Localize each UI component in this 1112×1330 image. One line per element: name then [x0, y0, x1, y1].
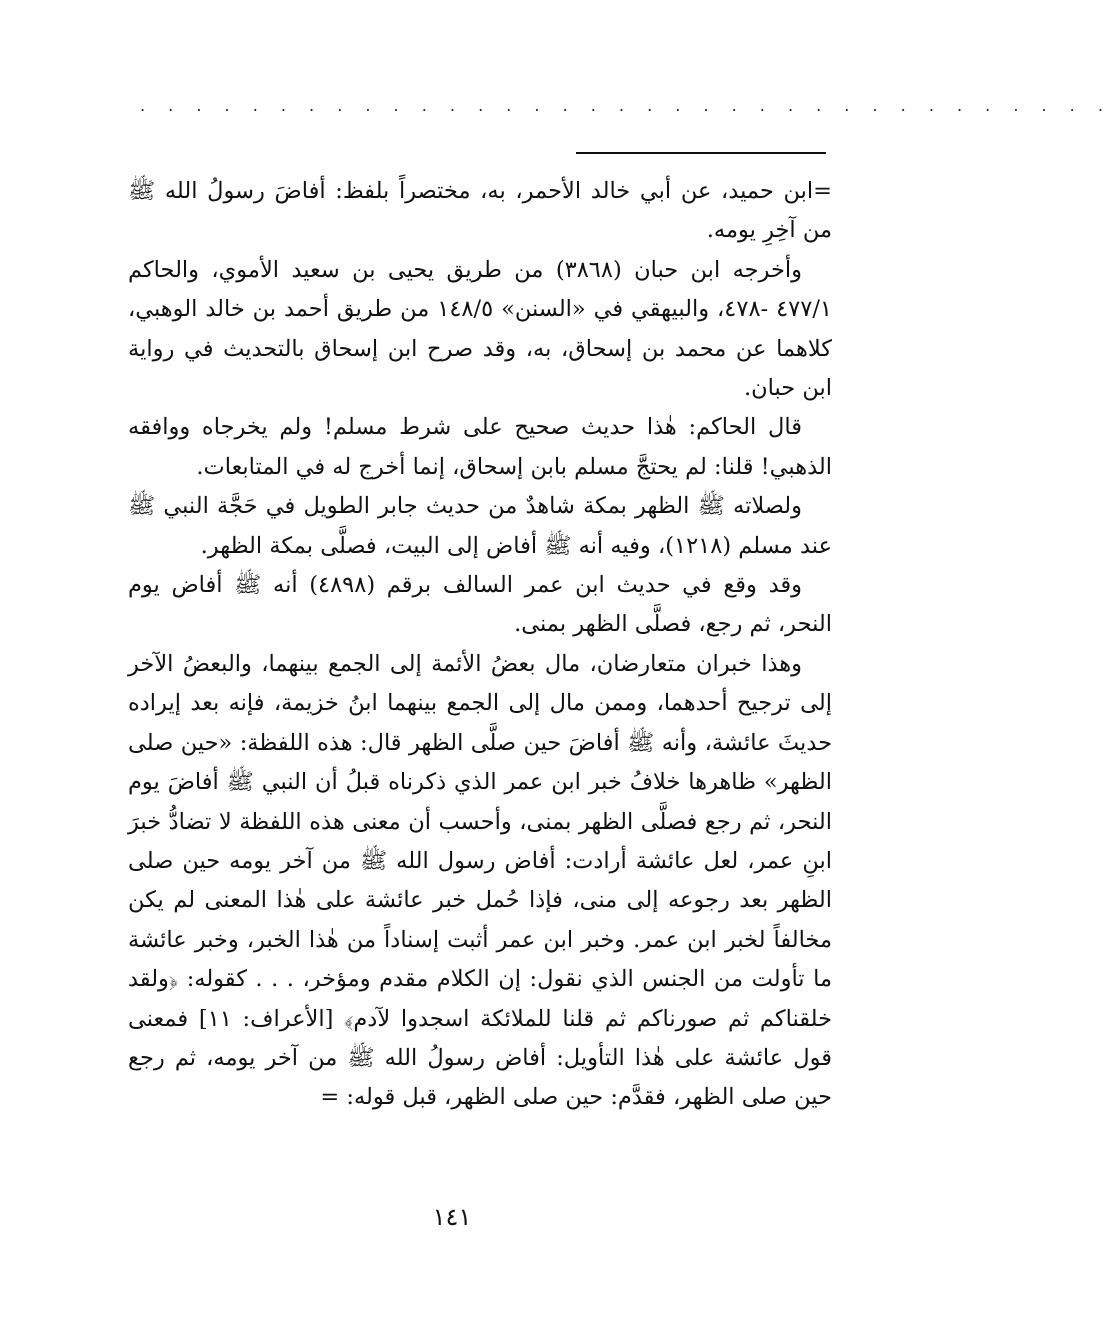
- paragraph-takhrij: وأخرجه ابن حبان (٣٨٦٨) من طريق يحيى بن سعيد الأموي، والحاكم ٤٧٧/١ -٤٧٨، والبيهقي في «السنن» ١٤٨/٥ من طريق أحمد بن خالد الوهبي، كلاهما عن محمد بن إسحاق، به، وقد صرح ابن إسحاق بالتحديث في رواية ابن حبان.: [128, 256, 832, 402]
- dotted-separator: . . . . . . . . . . . . . . . . . . . . . . . . . . . . . . . . . . .: [140, 96, 1112, 115]
- footnote-rule: [576, 152, 826, 154]
- paragraph-jabir: ولصلاته ﷺ الظهر بمكة شاهدٌ من حديث جابر الطويل في حَجَّة النبي ﷺ عند مسلم (١٢١٨)، وفيه أنه ﷺ أفاض إلى البيت، فصلَّى بمكة الظهر.: [128, 493, 832, 559]
- paragraph-ibn-umar: وقد وقع في حديث ابن عمر السالف برقم (٤٨٩٨) أنه ﷺ أفاض يوم النحر، ثم رجع، فصلَّى الظهر بمنى.: [128, 572, 832, 638]
- paragraph-reconciliation: وهذا خبران متعارضان، مال بعضُ الأئمة إلى الجمع بينهما، والبعضُ الآخر إلى ترجيح أحدهما، وممن مال إلى الجمع بينهما ابنُ خزيمة، فإنه بعد إيراده حديثَ عائشة، وأنه ﷺ أفاضَ حين صلَّى الظهر قال: هذه اللفظة: «حين صلى الظهر» ظاهرها خلافُ خبر ابن عمر الذي ذكرناه قبلُ أن النبي ﷺ أفاضَ يوم النحر، ثم رجع فصلَّى الظهر بمنى، وأحسب أن معنى هذه اللفظة لا تضادُّ خبرَ ابنِ عمر، لعل عائشة أرادت: أفاض رسول الله ﷺ من آخر يومه حين صلى الظهر بعد رجوعه إلى منى، فإذا حُمل خبر عائشة على هٰذا المعنى لم يكن مخالفاً لخبر ابن عمر. وخبر ابن عمر أثبت إسناداً من هٰذا الخبر، وخبر عائشة ما تأولت من الجنس الذي نقول: إن الكلام مقدم ومؤخر، . . . كقوله: ﴿ولقد خلقناكم ثم صورناكم ثم قلنا للملائكة اسجدوا لآدم﴾ [الأعراف: ١١] فمعنى قول عائشة على هٰذا التأويل: أفاض رسولُ الله ﷺ من آخر يومه، ثم رجع حين صلى الظهر، فقدَّم: حين صلى الظهر، قبل قوله: =: [128, 650, 832, 1111]
- paragraph-continuation: =ابن حميد، عن أبي خالد الأحمر، به، مختصراً بلفظ: أفاضَ رسولُ الله ﷺ من آخِرِ يومه.: [128, 178, 832, 244]
- paragraph-hakim: قال الحاكم: هٰذا حديث صحيح على شرط مسلم! ولم يخرجاه ووافقه الذهبي! قلنا: لم يحتجَّ مسلم بابن إسحاق، إنما أخرج له في المتابعات.: [128, 414, 832, 480]
- footnote-text: [128, 172, 832, 1118]
- page-number: ١٤١: [432, 1203, 472, 1231]
